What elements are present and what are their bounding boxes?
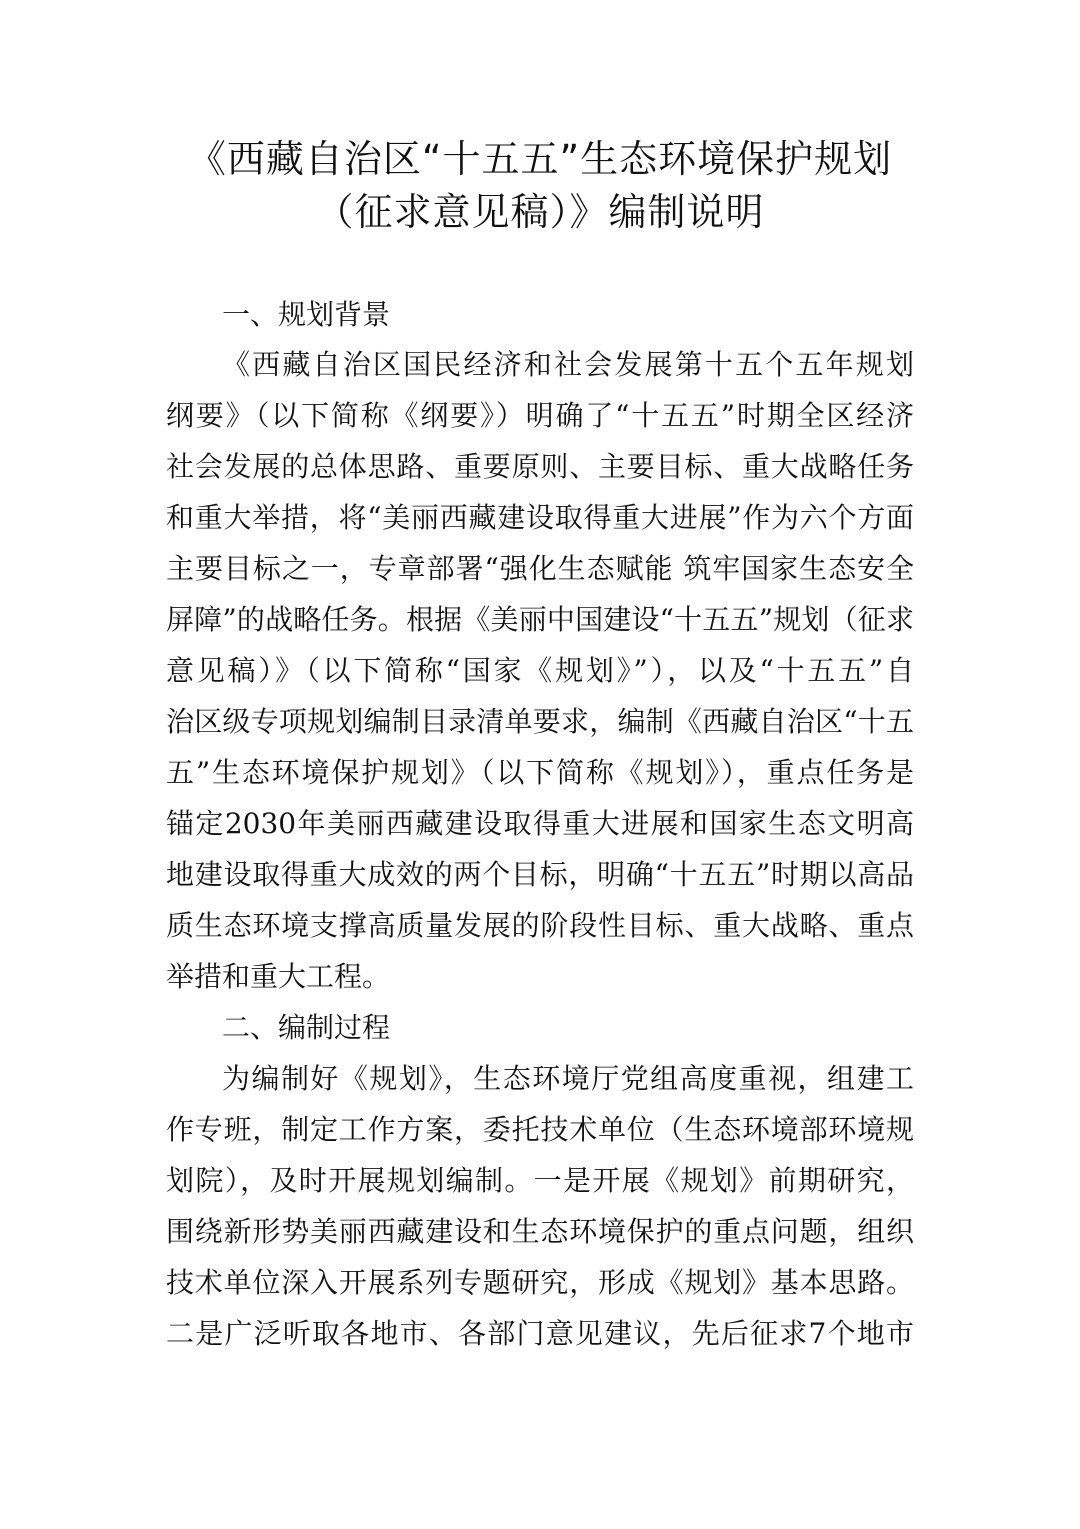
paragraph-line: 治区级专项规划编制目录清单要求，编制《西藏自治区“十五 [166,705,914,738]
paragraph-line: 锚定2030年美丽西藏建设取得重大进展和国家生态文明高 [166,807,914,840]
paragraph-line: 为编制好《规划》，生态环境厅党组高度重视，组建工 [222,1062,914,1095]
paragraph-line: 围绕新形势美丽西藏建设和生态环境保护的重点问题，组织 [166,1215,914,1248]
paragraph-line: 纲要》（以下简称《纲要》）明确了“十五五”时期全区经济 [166,399,914,432]
paragraph-line: 主要目标之一，专章部署“强化生态赋能 筑牢国家生态安全 [166,552,914,585]
paragraph-line: 二是广泛听取各地市、各部门意见建议，先后征求7个地市 [166,1317,914,1350]
paragraph-line: 地建设取得重大成效的两个目标，明确“十五五”时期以高品 [166,858,914,891]
document-title-line-2: （征求意见稿）》编制说明 [315,190,765,234]
paragraph-line: 社会发展的总体思路、重要原则、主要目标、重大战略任务 [166,450,914,483]
paragraph-line: 《西藏自治区国民经济和社会发展第十五个五年规划 [222,348,914,381]
paragraph-line: 和重大举措，将“美丽西藏建设取得重大进展”作为六个方面 [166,501,914,534]
paragraph-line: 质生态环境支撑高质量发展的阶段性目标、重大战略、重点 [166,909,914,942]
document-title-line-1: 《西藏自治区“十五五”生态环境保护规划 [187,137,893,181]
paragraph-line: 举措和重大工程。 [166,960,391,993]
section-heading-process: 二、编制过程 [222,1011,391,1044]
paragraph-line: 划院），及时开展规划编制。一是开展《规划》前期研究， [166,1164,914,1197]
paragraph-line: 五”生态环境保护规划》（以下简称《规划》），重点任务是 [166,756,914,789]
paragraph-line: 屏障”的战略任务。根据《美丽中国建设“十五五”规划（征求 [166,603,914,636]
section-heading-background: 一、规划背景 [222,298,391,331]
paragraph-line: 意见稿）》（以下简称“国家《规划》”），以及“十五五”自 [166,654,914,687]
paragraph-line: 技术单位深入开展系列专题研究，形成《规划》基本思路。 [166,1266,914,1299]
paragraph-line: 作专班，制定工作方案，委托技术单位（生态环境部环境规 [166,1113,914,1146]
